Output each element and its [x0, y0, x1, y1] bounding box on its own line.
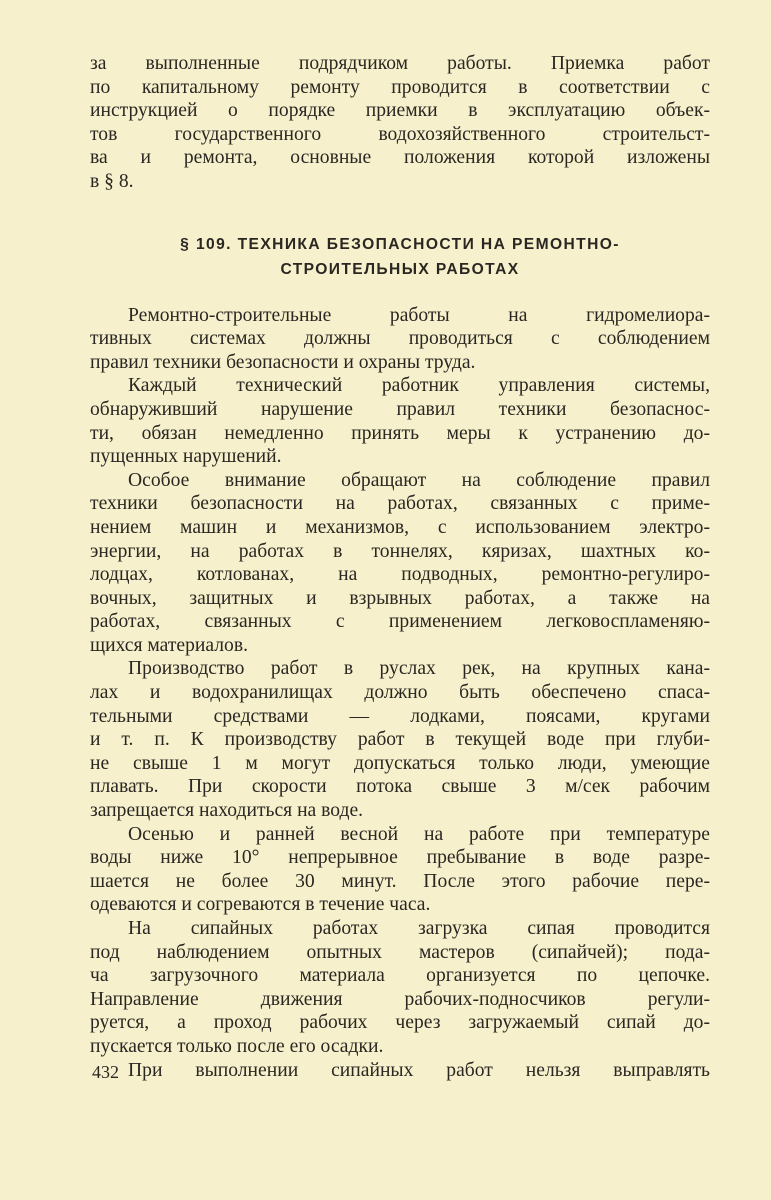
text-line: не свыше 1 м могут допускаться только люди, умеющие	[90, 752, 710, 774]
text-line: Направление движения рабочих-подносчиков регули-	[90, 988, 710, 1010]
text-line: Ремонтно-строительные работы на гидромелиора-	[128, 304, 710, 326]
page-number: 432	[92, 1062, 119, 1082]
text-line: инструкцией о порядке приемки в эксплуатацию объек-	[90, 100, 710, 122]
paragraph-1	[90, 304, 710, 375]
paragraph-6	[90, 917, 710, 1059]
text-line: Каждый технический работник управления системы,	[128, 375, 710, 397]
text-line: тов государственного водохозяйственного строительст-	[90, 123, 710, 145]
paragraph-5	[90, 823, 710, 917]
text-line: При выполнении сипайных работ нельзя выправлять	[128, 1059, 710, 1081]
paragraph-2	[90, 374, 710, 468]
text-line: за выполненные подрядчиком работы. Приемка работ	[90, 53, 710, 74]
text-line: и т. п. К производству работ в текущей воде при глуби-	[90, 729, 710, 751]
text-line: На сипайных работах загрузка сипая проводится	[128, 918, 710, 939]
text-line: ва и ремонта, основные положения которой изложены	[90, 147, 710, 169]
text-line: работах, связанных с применением легковоспламеняю-	[90, 611, 710, 633]
text-line: Производство работ в руслах рек, на крупных кана-	[128, 658, 710, 680]
text-line: руется, а проход рабочих через загружаемый сипай до-	[90, 1012, 710, 1034]
paragraph-7	[90, 1059, 710, 1083]
text-line: техники безопасности на работах, связанных с приме-	[90, 493, 710, 515]
text-line: правил техники безопасности и охраны труда.	[90, 351, 476, 373]
section-heading-line-1: § 109. ТЕХНИКА БЕЗОПАСНОСТИ НА РЕМОНТНО-	[180, 235, 620, 253]
text-line: тивных системах должны проводиться с соблюдением	[90, 328, 710, 350]
text-line: воды ниже 10° непрерывное пребывание в воде разре-	[90, 847, 710, 869]
text-line: обнаруживший нарушение правил техники безопаснос-	[90, 398, 710, 420]
text-line: одеваются и согреваются в течение часа.	[90, 894, 431, 916]
text-line: тельными средствами — лодками, поясами, кругами	[90, 705, 710, 727]
text-line: нением машин и механизмов, с использованием электро-	[90, 516, 710, 538]
text-line: пускается только после его осадки.	[90, 1035, 384, 1057]
text-line: щихся материалов.	[90, 634, 249, 656]
paragraph-3	[90, 469, 710, 658]
text-line: запрещается находиться на воде.	[90, 800, 364, 822]
text-line: по капитальному ремонту проводится в соответствии с	[90, 76, 710, 98]
text-line: Осенью и ранней весной на работе при температуре	[128, 823, 710, 845]
text-line: энергии, на работах в тоннелях, кяризах, шахтных ко-	[90, 540, 710, 562]
text-line: ча загрузочного материала организуется по цепочке.	[90, 965, 710, 987]
page-text	[90, 52, 710, 1082]
text-line: вочных, защитных и взрывных работах, а также на	[90, 587, 710, 609]
text-line: шается не более 30 минут. После этого рабочие пере-	[90, 870, 710, 892]
text-line: плавать. При скорости потока свыше 3 м/сек рабочим	[90, 776, 710, 798]
text-line: ти, обязан немедленно принять меры к устранению до-	[90, 422, 710, 444]
intro-paragraph	[90, 52, 710, 194]
text-line: пущенных нарушений.	[90, 446, 282, 468]
section-heading-line-2: СТРОИТЕЛЬНЫХ РАБОТАХ	[280, 260, 520, 278]
text-line: лодцах, котлованах, на подводных, ремонтно-регулиро-	[90, 564, 710, 586]
section-heading	[90, 232, 710, 282]
text-line: в § 8.	[90, 170, 134, 192]
text-line: Особое внимание обращают на соблюдение правил	[128, 469, 710, 491]
text-line: лах и водохранилищах должно быть обеспечено спаса-	[90, 682, 710, 704]
text-line: под наблюдением опытных мастеров (сипайчей); пода-	[90, 941, 710, 963]
paragraph-4	[90, 657, 710, 822]
